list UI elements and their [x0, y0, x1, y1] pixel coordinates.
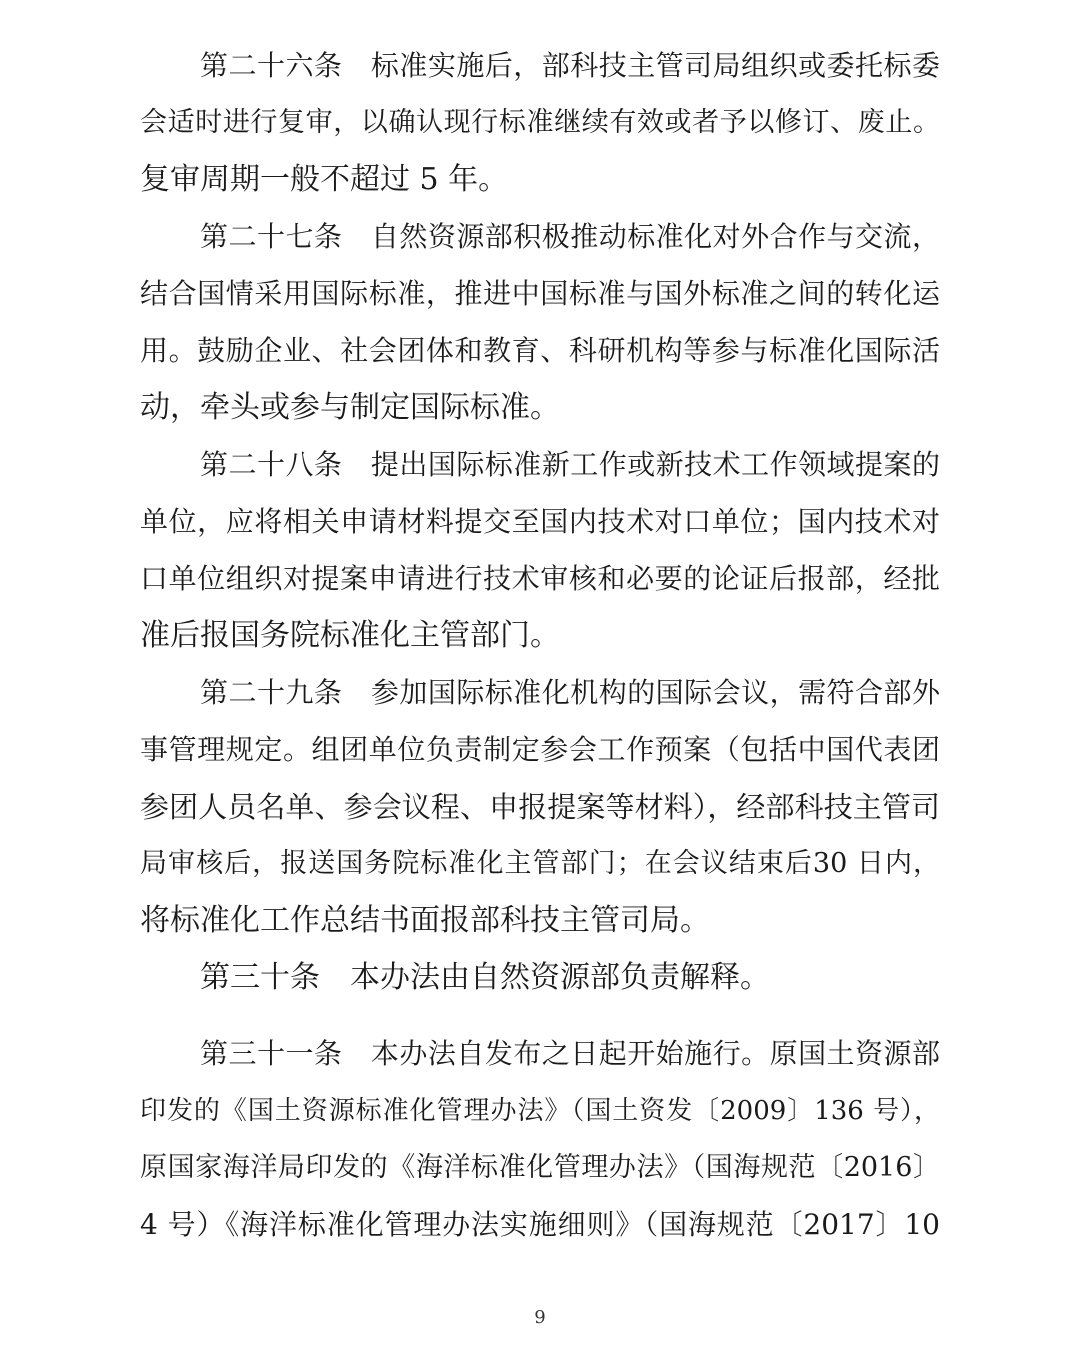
article-29-line-5: 将标准化工作总结书面报部科技主管司局。: [140, 903, 710, 938]
article-26-line-3: 复审周期一般不超过 5 年。: [140, 162, 509, 197]
article-27-line-1: 第二十七条 自然资源部积极推动标准化对外合作与交流，: [200, 220, 940, 253]
article-27-line-3: 用。鼓励企业、社会团体和教育、科研机构等参与标准化国际活: [140, 334, 940, 367]
article-30-line-1: 第三十条 本办法由自然资源部负责解释。: [200, 960, 770, 995]
article-31-line-3: 原国家海洋局印发的《海洋标准化管理办法》（国海规范〔2016〕: [140, 1152, 940, 1183]
page-number: 9: [534, 1307, 546, 1328]
article-28-line-3: 口单位组织对提案申请进行技术审核和必要的论证后报部，经批: [140, 562, 940, 595]
article-31-line-1: 第三十一条 本办法自发布之日起开始施行。原国土资源部: [200, 1037, 940, 1070]
article-28-line-1: 第二十八条 提出国际标准新工作或新技术工作领域提案的: [200, 448, 940, 481]
article-27-line-4: 动，牵头或参与制定国际标准。: [140, 390, 560, 425]
article-28-line-2: 单位，应将相关申请材料提交至国内技术对口单位；国内技术对: [140, 505, 940, 538]
article-31-line-2: 印发的《国土资源标准化管理办法》（国土资发〔2009〕136 号），: [140, 1096, 940, 1126]
article-27-line-2: 结合国情采用国际标准，推进中国标准与国外标准之间的转化运: [140, 277, 940, 310]
article-28-line-4: 准后报国务院标准化主管部门。: [140, 618, 560, 653]
article-31-line-4: 4 号）《海洋标准化管理办法实施细则》（国海规范〔2017〕10: [140, 1208, 940, 1241]
article-29-line-2: 事管理规定。组团单位负责制定参会工作预案（包括中国代表团: [140, 733, 940, 766]
article-29-line-4: 局审核后，报送国务院标准化主管部门；在会议结束后30 日内，: [140, 848, 940, 879]
article-29-line-3: 参团人员名单、参会议程、申报提案等材料），经部科技主管司: [140, 790, 940, 824]
article-29-line-1: 第二十九条 参加国际标准化机构的国际会议，需符合部外: [200, 676, 940, 709]
article-26-line-1: 第二十六条 标准实施后，部科技主管司局组织或委托标委: [200, 49, 940, 82]
article-26-line-2: 会适时进行复审，以确认现行标准继续有效或者予以修订、废止。: [140, 107, 940, 138]
